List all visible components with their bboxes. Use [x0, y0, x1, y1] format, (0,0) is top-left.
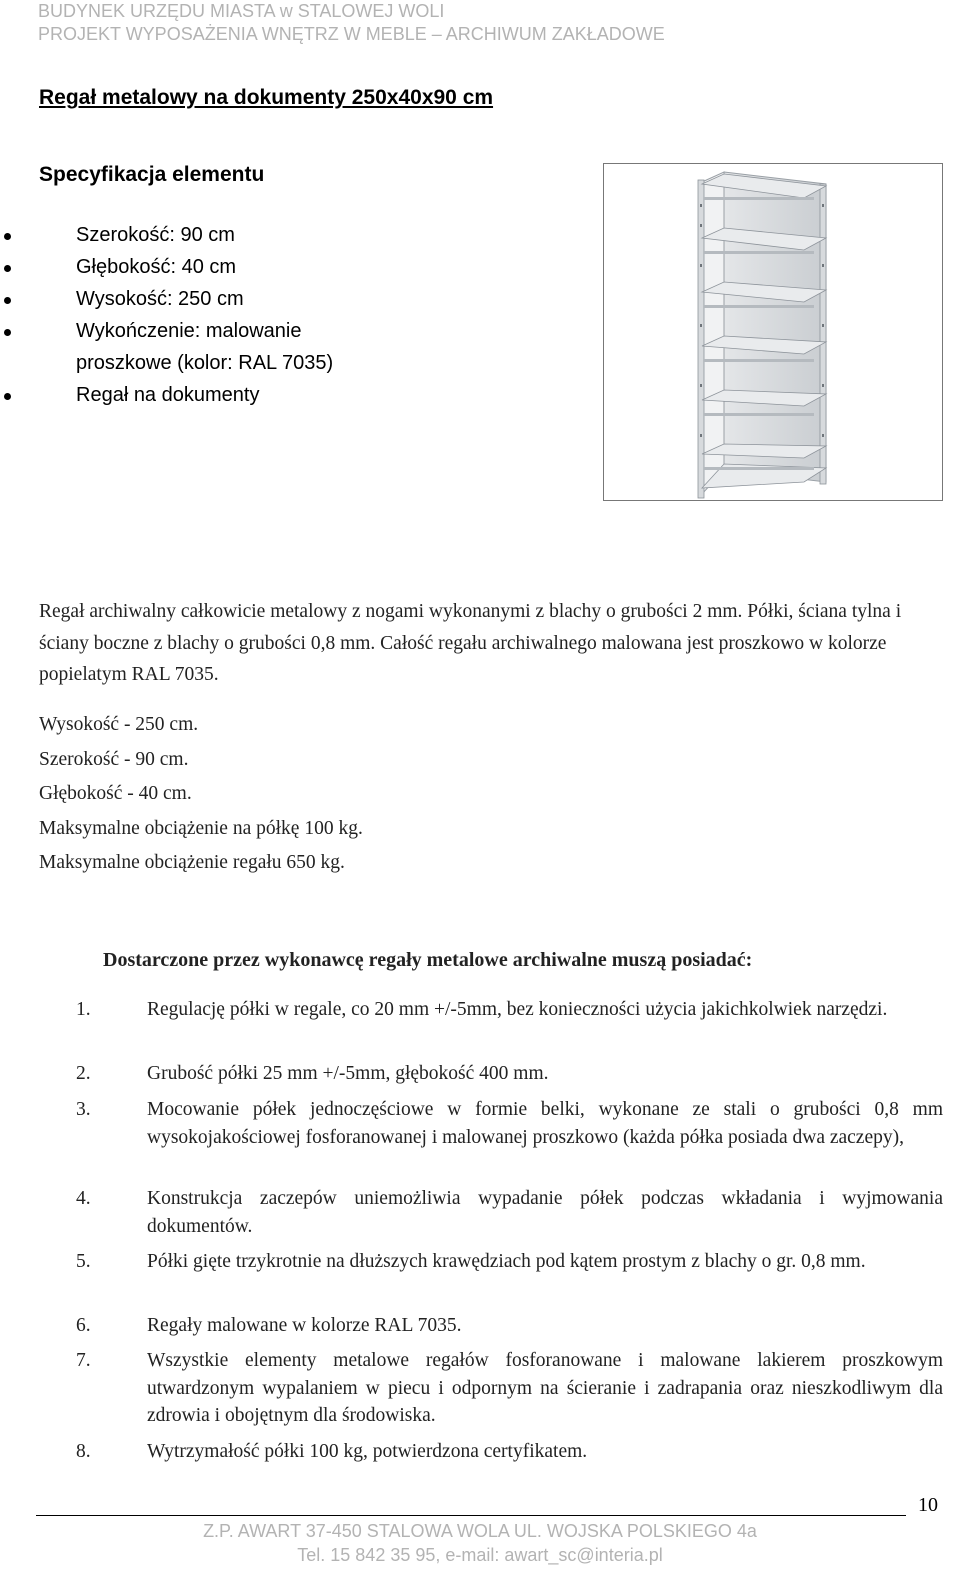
- bullet-icon: [4, 329, 11, 336]
- bullet-icon: [4, 297, 11, 304]
- footer-divider: [36, 1515, 906, 1516]
- bullet-icon: [4, 233, 11, 240]
- spec-heading: Specyfikacja elementu: [39, 163, 265, 186]
- dimension-line: Maksymalne obciążenie na półkę 100 kg.: [39, 817, 363, 839]
- metal-shelf-illustration: [604, 164, 942, 500]
- requirements-heading: Dostarczone przez wykonawcę regały metalowe archiwalne muszą posiadać:: [103, 949, 753, 971]
- requirement-number: 6.: [76, 1315, 91, 1336]
- spec-item-text: Wysokość: 250 cm: [76, 288, 244, 310]
- bullet-icon: [4, 265, 11, 272]
- dimensions-list: [39, 708, 363, 881]
- spec-list: [0, 219, 400, 411]
- requirement-text: Grubość półki 25 mm +/-5mm, głębokość 400 mm.: [147, 1063, 549, 1084]
- requirement-text: Mocowanie półek jednoczęściowe w formie belki, wykonane ze stali o grubości 0,8 mm wysokojakościowej fosforanowanej i malowanej proszkowo (każda półka posiada dwa zaczepy),: [147, 1099, 943, 1148]
- spec-item-text: Wykończenie: malowanie: [76, 320, 302, 342]
- spec-item-text-cont: proszkowe (kolor: RAL 7035): [76, 352, 334, 374]
- header-line-2: PROJEKT WYPOSAŻENIA WNĘTRZ W MEBLE – ARCHIWUM ZAKŁADOWE: [38, 24, 665, 44]
- spec-item-text: Szerokość: 90 cm: [76, 224, 235, 246]
- dimension-line: Wysokość - 250 cm.: [39, 714, 199, 735]
- shelf-photo: [603, 163, 943, 501]
- spec-item: [0, 219, 400, 251]
- spec-item-text: Głębokość: 40 cm: [76, 256, 237, 278]
- footer-line-2: Tel. 15 842 35 95, e-mail: awart_sc@interia.pl: [297, 1545, 663, 1565]
- document-title: Regał metalowy na dokumenty 250x40x90 cm: [39, 86, 494, 109]
- page-number: 10: [918, 1494, 938, 1516]
- dimension-line: Maksymalne obciążenie regału 650 kg.: [39, 852, 345, 873]
- requirement-number: 3.: [76, 1099, 91, 1120]
- dimension-line: Głębokość - 40 cm.: [39, 783, 192, 804]
- requirement-text: Wytrzymałość półki 100 kg, potwierdzona certyfikatem.: [147, 1441, 588, 1462]
- requirement-text: Regulację półki w regale, co 20 mm +/-5mm, bez konieczności użycia jakichkolwiek narzędzi.: [147, 999, 888, 1020]
- requirement-number: 4.: [76, 1188, 91, 1209]
- requirement-number: 7.: [76, 1350, 91, 1371]
- requirement-text: Półki gięte trzykrotnie na dłuższych krawędziach pod kątem prostym z blachy o gr. 0,8 mm.: [147, 1251, 866, 1272]
- requirement-text: Wszystkie elementy metalowe regałów fosforanowane i malowane lakierem proszkowym utwardzonym wypalaniem w piecu i odpornym na ścieranie i zadrapania oraz nieszkodliwym dla zdrowia i obojętnym dla środowiska.: [147, 1350, 943, 1426]
- requirement-number: 2.: [76, 1063, 91, 1084]
- spec-item: [0, 315, 400, 379]
- requirement-text: Regały malowane w kolorze RAL 7035.: [147, 1315, 462, 1336]
- spec-item: [0, 251, 400, 283]
- description-paragraph: Regał archiwalny całkowicie metalowy z nogami wykonanymi z blachy o grubości 2 mm. Półki, ściana tylna i ściany boczne z blachy o grubości 0,8 mm. Całość regału archiwalnego malowana jest proszkowo w kolorze popielatym RAL 7035.: [39, 601, 902, 685]
- dimension-line: Szerokość - 90 cm.: [39, 748, 189, 770]
- requirement-number: 5.: [76, 1251, 91, 1272]
- spec-item: [0, 283, 400, 315]
- spec-item-text: Regał na dokumenty: [76, 384, 260, 406]
- bullet-icon: [4, 393, 11, 400]
- requirement-text: Konstrukcja zaczepów uniemożliwia wypadanie półek podczas wkładania i wyjmowania dokumentów.: [147, 1188, 943, 1237]
- header-line-1: BUDYNEK URZĘDU MIASTA w STALOWEJ WOLI: [38, 1, 445, 21]
- footer-line-1: Z.P. AWART 37-450 STALOWA WOLA UL. WOJSKA POLSKIEGO 4a: [203, 1521, 757, 1541]
- spec-item: [0, 379, 400, 411]
- requirement-number: 8.: [76, 1441, 91, 1462]
- requirement-number: 1.: [76, 999, 91, 1020]
